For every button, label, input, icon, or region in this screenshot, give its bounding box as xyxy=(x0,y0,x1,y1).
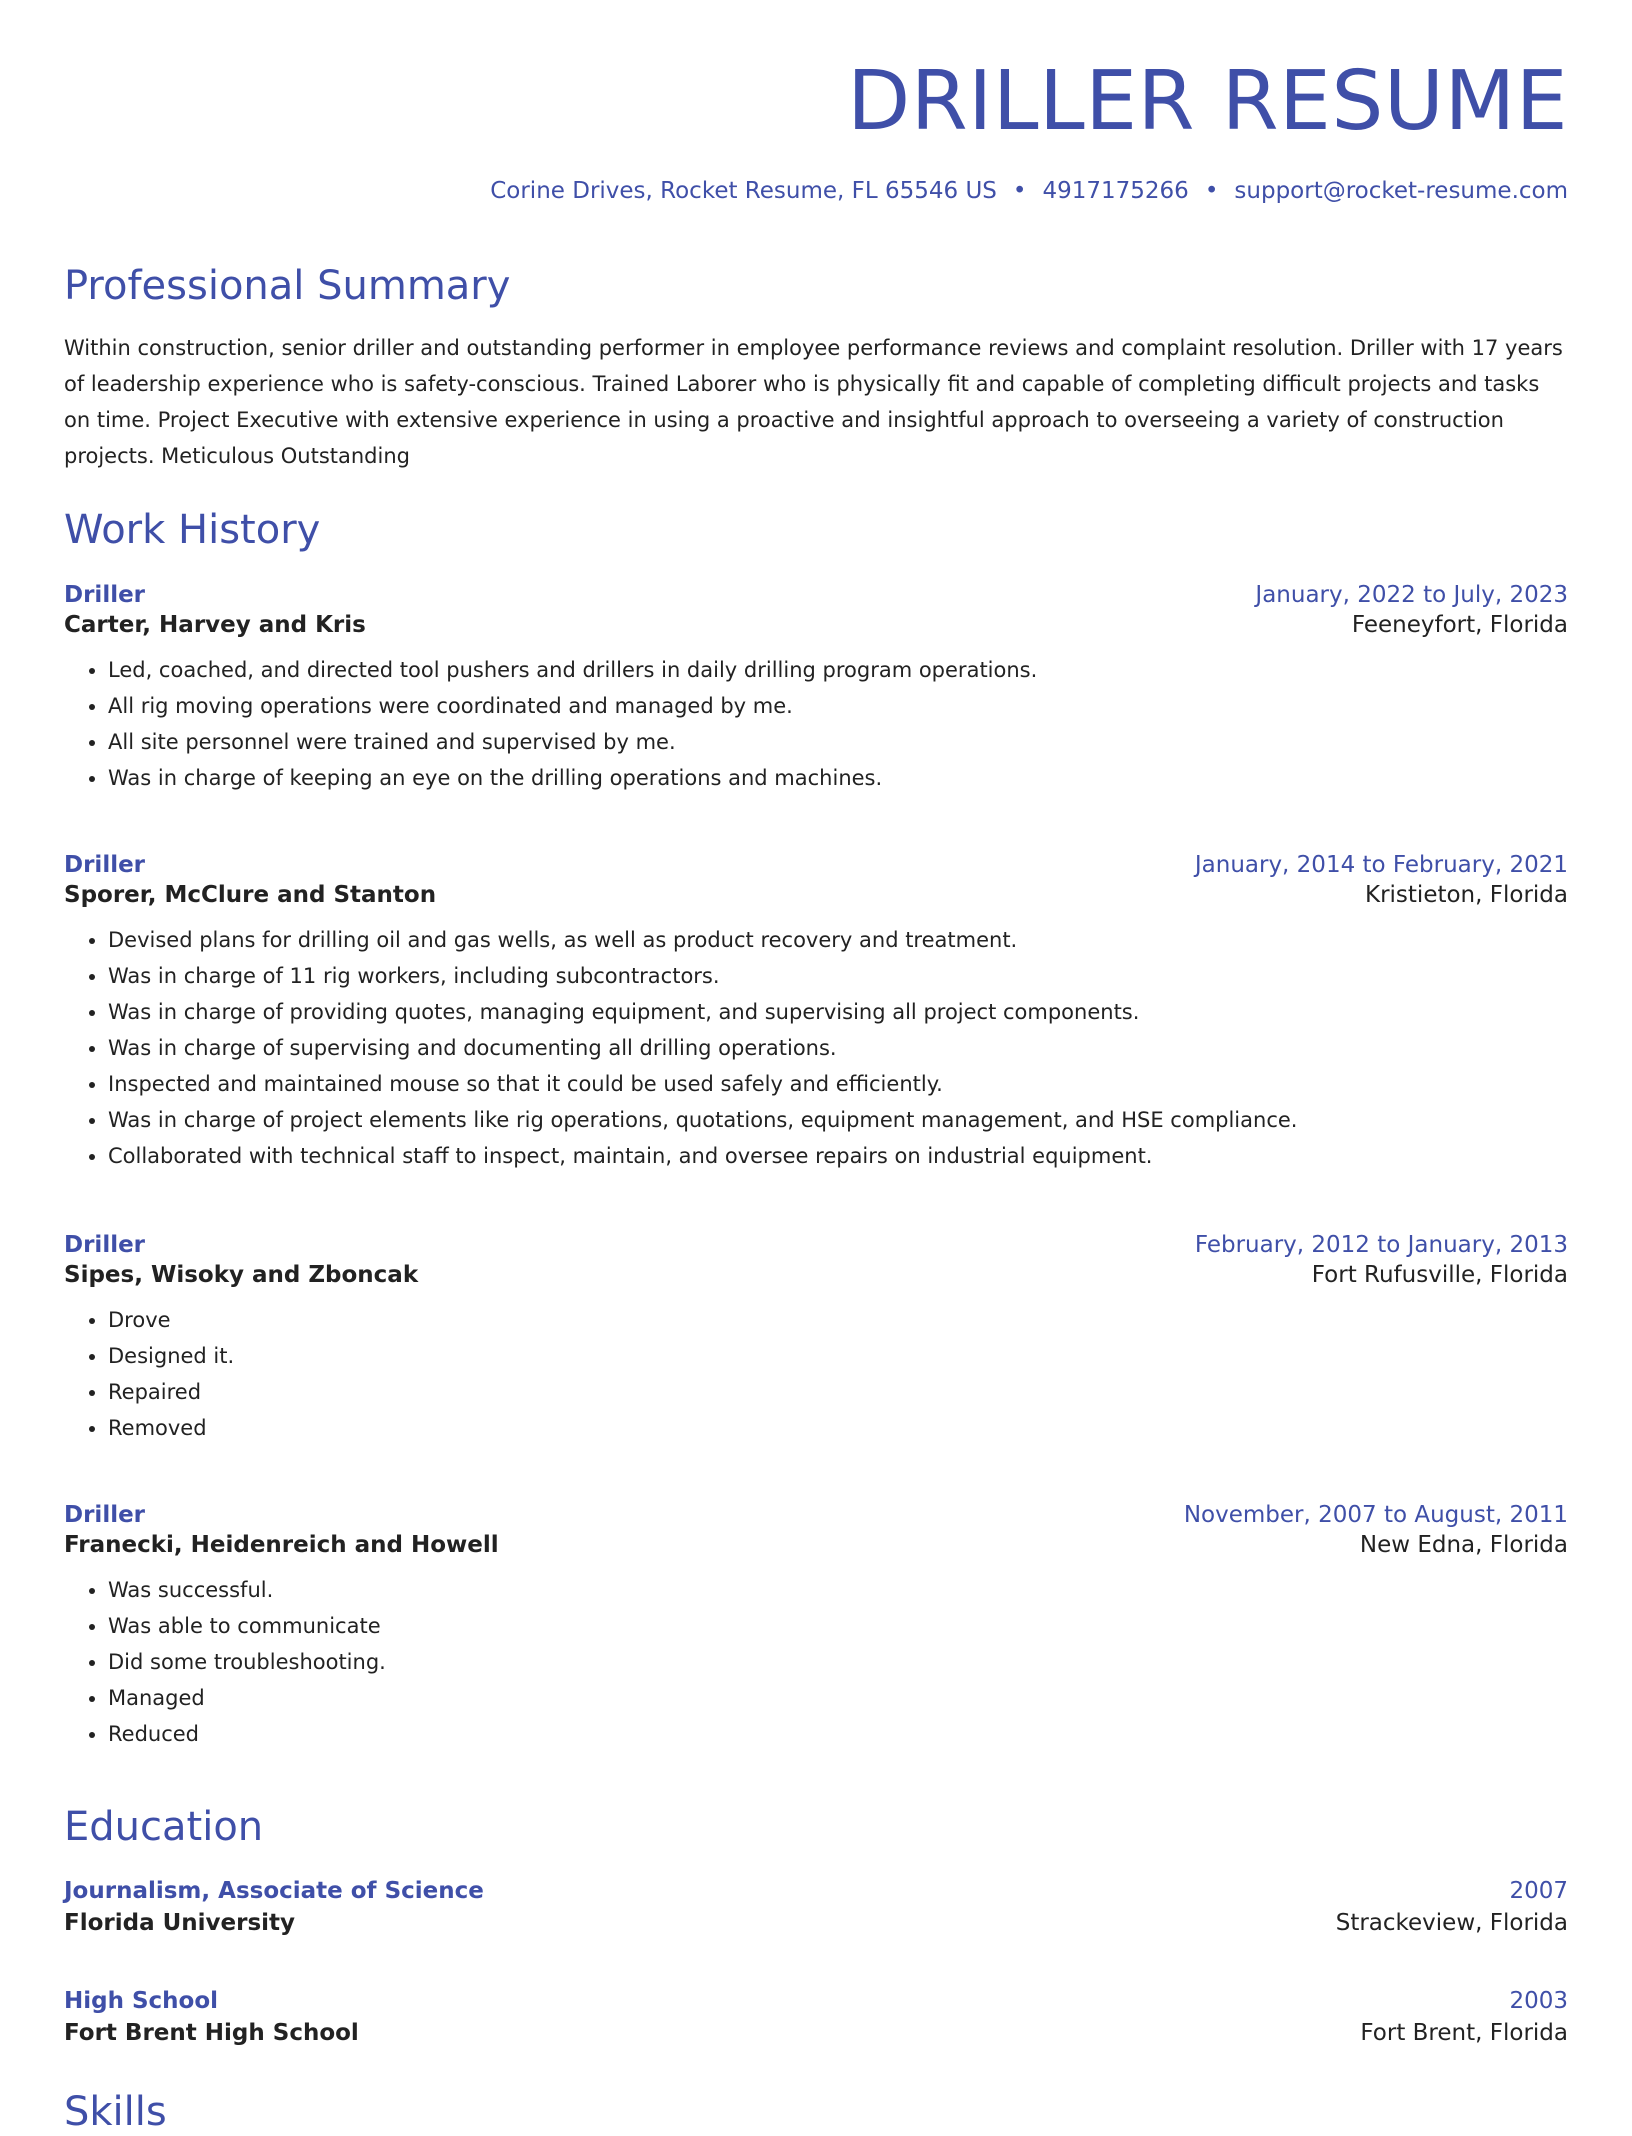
list-item: • Was in charge of 11 rig workers, including subcontractors. xyxy=(108,958,1568,994)
job-entry xyxy=(64,1502,1568,1752)
education-degree: Journalism, Associate of Science xyxy=(64,1878,484,1904)
job-company: Sporer, McClure and Stanton xyxy=(64,882,437,908)
job-company-row xyxy=(64,1532,1568,1558)
job-dates: January, 2022 to July, 2023 xyxy=(1255,582,1568,608)
job-company-row xyxy=(64,1262,1568,1288)
contact-line xyxy=(64,178,1568,204)
list-item: • Reduced xyxy=(108,1716,1568,1752)
job-role: Driller xyxy=(64,582,146,608)
section-heading-education: Education xyxy=(64,1804,264,1850)
resume-title: DRILLER RESUME xyxy=(847,54,1568,149)
work-history-section xyxy=(64,506,1568,554)
job-role: Driller xyxy=(64,852,146,878)
list-item: • Was able to communicate xyxy=(108,1608,1568,1644)
education-header-row xyxy=(64,1878,1568,1904)
education-location: Strackeview, Florida xyxy=(1335,1910,1568,1936)
separator-dot: • xyxy=(1012,178,1027,204)
list-item: • Managed xyxy=(108,1680,1568,1716)
list-item: • Repaired xyxy=(108,1374,1568,1410)
job-company: Carter, Harvey and Kris xyxy=(64,612,366,638)
job-header-row xyxy=(64,1502,1568,1528)
job-entry xyxy=(64,852,1568,1174)
education-section xyxy=(64,1803,1568,1851)
education-entry xyxy=(64,1988,1568,2046)
education-year: 2003 xyxy=(1509,1988,1568,2014)
job-bullets xyxy=(64,652,1568,796)
list-item: • All rig moving operations were coordinated and managed by me. xyxy=(108,688,1568,724)
education-school: Florida University xyxy=(64,1910,296,1936)
job-header-row xyxy=(64,852,1568,878)
job-dates: November, 2007 to August, 2011 xyxy=(1183,1502,1568,1528)
list-item: • Led, coached, and directed tool pushers and drillers in daily drilling program operations. xyxy=(108,652,1568,688)
job-bullets xyxy=(64,1302,1568,1446)
job-company-row xyxy=(64,882,1568,908)
education-entry xyxy=(64,1878,1568,1936)
education-school-row xyxy=(64,1910,1568,1936)
job-role: Driller xyxy=(64,1502,146,1528)
list-item: • Was successful. xyxy=(108,1572,1568,1608)
education-location: Fort Brent, Florida xyxy=(1360,2020,1568,2046)
list-item: • Was in charge of supervising and documenting all drilling operations. xyxy=(108,1030,1568,1066)
job-dates: February, 2012 to January, 2013 xyxy=(1194,1232,1568,1258)
list-item: • Devised plans for drilling oil and gas wells, as well as product recovery and treatment. xyxy=(108,922,1568,958)
job-entry xyxy=(64,582,1568,796)
job-company: Sipes, Wisoky and Zboncak xyxy=(64,1262,419,1288)
list-item: • Was in charge of keeping an eye on the drilling operations and machines. xyxy=(108,760,1568,796)
job-location: Feeneyfort, Florida xyxy=(1351,612,1568,638)
contact-address: Corine Drives, Rocket Resume, FL 65546 US xyxy=(490,178,997,204)
job-location: New Edna, Florida xyxy=(1359,1532,1568,1558)
job-header-row xyxy=(64,582,1568,608)
list-item: • Drove xyxy=(108,1302,1568,1338)
job-bullets xyxy=(64,1572,1568,1752)
education-degree: High School xyxy=(64,1988,219,2014)
job-role: Driller xyxy=(64,1232,146,1258)
section-heading-summary: Professional Summary xyxy=(64,263,511,309)
education-school: Fort Brent High School xyxy=(64,2020,359,2046)
job-dates: January, 2014 to February, 2021 xyxy=(1194,852,1568,878)
skills-section xyxy=(64,2088,1568,2136)
job-location: Fort Rufusville, Florida xyxy=(1311,1262,1568,1288)
list-item: • All site personnel were trained and supervised by me. xyxy=(108,724,1568,760)
list-item: • Was in charge of project elements like rig operations, quotations, equipment management, and HSE compliance. xyxy=(108,1102,1568,1138)
job-entry xyxy=(64,1232,1568,1446)
job-company-row xyxy=(64,612,1568,638)
list-item: • Inspected and maintained mouse so that it could be used safely and efficiently. xyxy=(108,1066,1568,1102)
summary-section xyxy=(64,262,1568,474)
job-company: Franecki, Heidenreich and Howell xyxy=(64,1532,499,1558)
section-heading-work: Work History xyxy=(64,507,321,553)
list-item: • Did some troubleshooting. xyxy=(108,1644,1568,1680)
contact-email[interactable]: support@rocket-resume.com xyxy=(1234,178,1568,204)
education-school-row xyxy=(64,2020,1568,2046)
job-header-row xyxy=(64,1232,1568,1258)
summary-text: Within construction, senior driller and outstanding performer in employee performance reviews and complaint resolution. Driller with 17 years of leadership experience who is safety-conscious. Trained Laborer who is physically fit and capable of completing difficult projects and tasks on time. Project Executive with extensive experience in using a proactive and insightful approach to overseeing a variety of construction projects. Meticulous Outstanding xyxy=(64,336,1563,468)
education-header-row xyxy=(64,1988,1568,2014)
list-item: • Collaborated with technical staff to inspect, maintain, and oversee repairs on industrial equipment. xyxy=(108,1138,1568,1174)
job-location: Kristieton, Florida xyxy=(1365,882,1568,908)
separator-dot: • xyxy=(1204,178,1219,204)
education-year: 2007 xyxy=(1509,1878,1568,1904)
list-item: • Designed it. xyxy=(108,1338,1568,1374)
resume-header xyxy=(64,0,1568,204)
contact-phone: 4917175266 xyxy=(1042,178,1189,204)
section-heading-skills: Skills xyxy=(64,2089,167,2135)
list-item: • Was in charge of providing quotes, managing equipment, and supervising all project components. xyxy=(108,994,1568,1030)
job-bullets xyxy=(64,922,1568,1174)
list-item: • Removed xyxy=(108,1410,1568,1446)
